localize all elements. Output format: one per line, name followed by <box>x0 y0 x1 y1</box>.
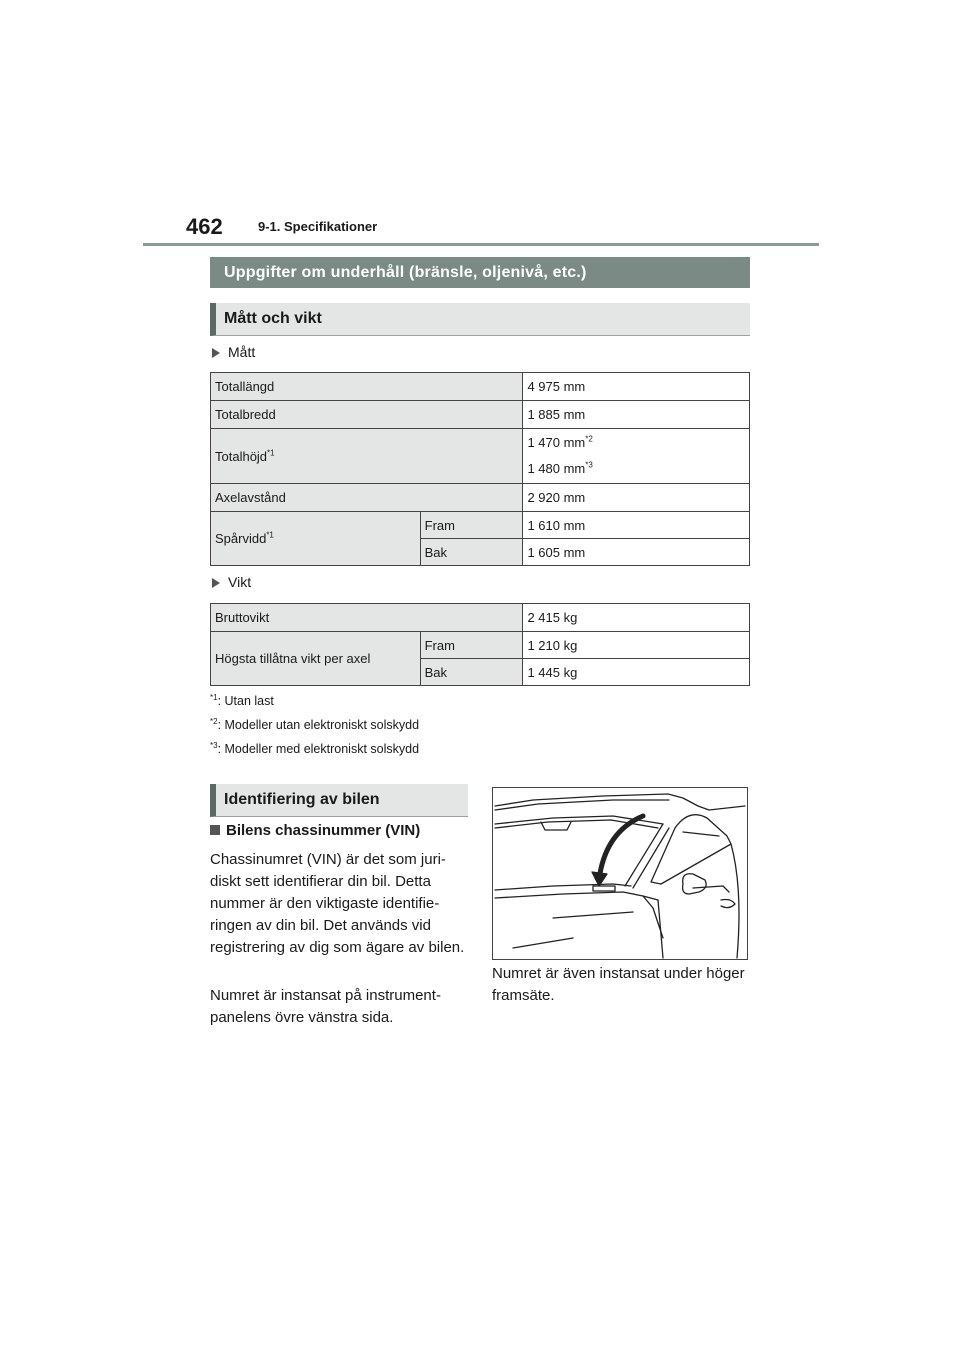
table-cell-label: Totalbredd <box>211 401 523 429</box>
figure-caption: Numret är även instansat under höger framsäte. <box>492 965 745 1004</box>
weight-table <box>210 603 750 686</box>
table-cell-label <box>211 429 523 484</box>
dimensions-label <box>212 344 255 360</box>
footnote-mark: *1 <box>266 530 274 540</box>
table-cell-sublabel: Bak <box>420 659 523 686</box>
table-cell-value: 1 885 mm <box>523 401 750 429</box>
table-cell-value: 4 975 mm <box>523 373 750 401</box>
dimensions-label-text: Mått <box>228 344 256 360</box>
vin-location-illustration <box>492 787 748 960</box>
footnote-mark: *1 <box>210 692 218 702</box>
vin-paragraph: Chassinumret (VIN) är det som juridiskt sett identifierar din bil. Detta nummer är den viktigaste identifieringen av din bil. Det används vid registrering av dig som ägare av bilen. <box>210 851 465 956</box>
section-heading-identification: Identifiering av bilen <box>210 784 468 817</box>
vin-heading <box>210 822 420 839</box>
table-cell-value: 1 605 mm <box>523 539 750 566</box>
table-row <box>211 401 750 429</box>
square-bullet-icon <box>210 825 220 835</box>
footnote <box>210 742 419 756</box>
footnote-mark: *2 <box>585 434 593 444</box>
footnote-text: : Utan last <box>217 694 274 708</box>
table-row <box>211 632 750 659</box>
page-number: 462 <box>186 214 223 239</box>
total-height-value-a: 1 470 mm <box>527 435 586 450</box>
table-cell-sublabel: Fram <box>420 512 523 539</box>
table-row <box>211 484 750 512</box>
section-heading-dimensions: Mått och vikt <box>210 303 750 336</box>
footnote-mark: *1 <box>267 448 275 458</box>
header-divider <box>143 243 819 246</box>
table-cell-sublabel: Bak <box>420 539 523 566</box>
footnote-text: : Modeller utan elektroniskt solskydd <box>217 718 420 732</box>
footnote <box>210 694 274 708</box>
weight-label <box>212 574 251 590</box>
footnote-text: : Modeller med elektroniskt solskydd <box>217 742 420 756</box>
table-row <box>211 373 750 401</box>
table-cell-label: Högsta tillåtna vikt per axel <box>211 632 421 686</box>
vin-location-paragraph: Numret är instansat på instrumentpanelens övre vänstra sida. <box>210 987 441 1026</box>
table-cell-value: 1 610 mm <box>523 512 750 539</box>
table-row <box>211 512 750 539</box>
table-row <box>211 429 750 484</box>
track-label: Spårvidd <box>215 531 267 546</box>
table-cell-label: Axelavstånd <box>211 484 523 512</box>
table-cell-label <box>211 512 421 566</box>
table-cell-value: 2 415 kg <box>523 604 750 632</box>
dimensions-table <box>210 372 750 566</box>
table-cell-sublabel: Fram <box>420 632 523 659</box>
total-height-label: Totalhöjd <box>215 448 268 464</box>
chapter-banner: Uppgifter om underhåll (bränsle, oljenivå, etc.) <box>210 257 750 288</box>
section-breadcrumb: 9-1. Specifikationer <box>258 219 378 234</box>
windshield-vin-icon <box>493 788 747 959</box>
footnote <box>210 718 419 732</box>
footnote-mark: *3 <box>210 740 218 750</box>
table-row <box>211 604 750 632</box>
table-cell-value <box>523 429 750 484</box>
vin-heading-text: Bilens chassinummer (VIN) <box>226 822 421 839</box>
table-cell-label: Bruttovikt <box>211 604 523 632</box>
weight-label-text: Vikt <box>228 574 252 590</box>
table-cell-value: 1 445 kg <box>523 659 750 686</box>
triangle-bullet-icon <box>212 578 220 588</box>
table-cell-label: Totallängd <box>211 373 523 401</box>
table-cell-value: 1 210 kg <box>523 632 750 659</box>
footnote-mark: *3 <box>585 460 593 470</box>
table-cell-value: 2 920 mm <box>523 484 750 512</box>
footnote-mark: *2 <box>210 716 218 726</box>
triangle-bullet-icon <box>212 348 220 358</box>
total-height-value-b: 1 480 mm <box>527 461 586 476</box>
